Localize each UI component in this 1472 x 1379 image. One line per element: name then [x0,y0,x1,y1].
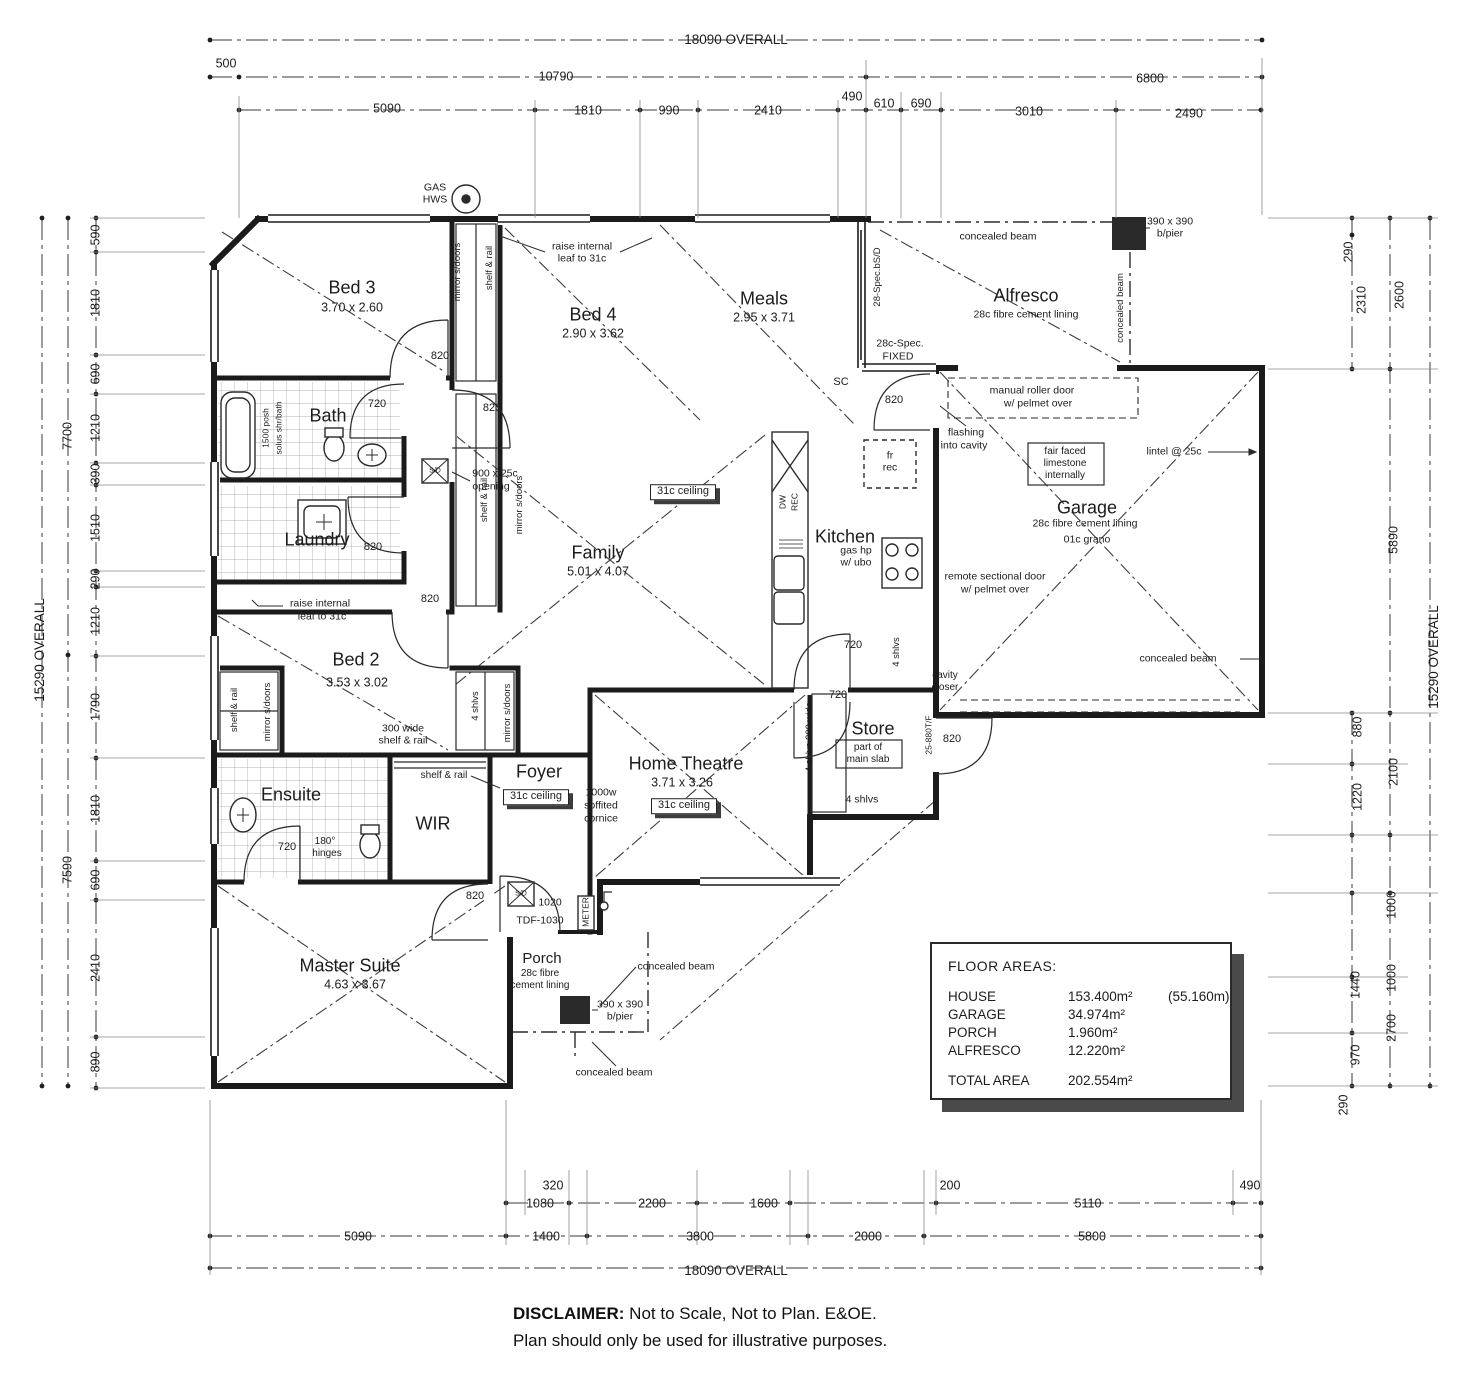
plan-label: 1790 [88,693,103,721]
dim-overall-top: 18090 OVERALL [684,31,788,47]
plan-label: 200 [939,1178,961,1193]
fa-total-label: TOTAL AREA [948,1073,1030,1088]
plan-label: leaf to 31c [297,610,347,623]
plan-label: mirror s/doors [452,242,464,302]
plan-label: 970 [1348,1044,1363,1066]
plan-label: cavity [932,669,958,681]
plan-label: b/pier [606,1010,634,1023]
plan-label: 1510 [88,514,103,542]
plan-label: raise internal [551,240,613,253]
plan-label: into cavity [940,439,988,452]
plan-label: 5090 [344,1229,372,1244]
room-label-meals: Meals [739,288,789,309]
plan-label: 880 [1350,716,1365,738]
plan-label: 10790 [538,69,574,84]
plan-label: 180° [314,835,336,847]
plan-label: 290 [1341,241,1356,263]
plan-label: lintel @ 25c [1146,445,1202,458]
plan-label: 2700 [1384,1014,1399,1042]
plan-label: 820 [465,890,485,903]
plan-label: 1810 [574,103,602,118]
plan-label: remote sectional door [944,570,1046,583]
plan-label: cornice [584,812,618,825]
plan-label: 390 x 390 [596,998,644,1011]
plan-label: closer [931,681,959,693]
plan-label: 590 [88,224,103,246]
plan-label: 4.63 x 3.67 [324,977,386,992]
plan-label: 820 [420,593,440,606]
plan-label: 1400 [532,1229,560,1244]
plan-label: 2310 [1354,286,1369,314]
dim-overall-right: 15290 OVERALL [1425,605,1441,709]
fa-value: 1.960m² [1068,1025,1118,1040]
room-label-bed4: Bed 4 [569,304,617,325]
fa-value: 153.400m² [1068,989,1133,1004]
plan-label: 1000 [1384,891,1399,919]
plan-label: 7590 [60,856,75,884]
plan-label: 28c fibre [520,967,560,979]
plan-label: main slab [846,753,890,765]
plan-label: flashing [947,426,985,439]
plan-label: mirror s/doors [262,682,274,742]
plan-label: 1600 [750,1196,778,1211]
plan-label: 3.71 x 3.26 [651,775,713,790]
plan-label: 1020 [538,896,562,909]
floor-area-row [948,1042,1230,1060]
gas-hws-note: GAS [423,181,447,194]
plan-label: gas hp [840,544,872,557]
plan-label: 1500 posh [260,408,271,448]
plan-label: raise internal [289,597,351,610]
plan-label: hinges [312,847,342,859]
plan-label: 720 [277,841,297,854]
floor-areas-title: FLOOR AREAS: [948,958,1057,974]
plan-label: 01c grano [1063,533,1111,546]
plan-label: 820 [430,350,450,363]
plan-label: 4 shlvs [470,691,482,721]
plan-label: 2.90 x 3.62 [562,326,624,341]
plan-label: 6800 [1136,71,1164,86]
plan-label: FIXED [882,350,914,363]
room-label-bed3: Bed 3 [328,277,376,298]
plan-label: concealed beam [575,1066,653,1079]
plan-label: 1210 [88,414,103,442]
plan-label: 1440 [1348,971,1363,999]
room-label-bed2: Bed 2 [332,649,380,670]
plan-label: 1220 [1350,783,1365,811]
plan-label: 390 [88,463,103,485]
room-label-bath: Bath [309,405,347,426]
plan-label: 31c ceiling [503,789,569,805]
plan-label: fair faced [1044,445,1086,457]
plan-label: soffited [584,799,618,812]
plan-label: 290 [1336,1094,1351,1116]
plan-label: 2410 [754,103,782,118]
plan-label: w/ pelmet over [1003,397,1073,410]
plan-label: 690 [88,363,103,385]
plan-label: 720 [843,639,863,652]
disclaimer-line2: Plan should only be used for illustrative purposes. [513,1331,888,1351]
plan-label: 2.95 x 3.71 [733,310,795,325]
plan-label: 300 wide [381,722,425,735]
plan-label: 610 [873,96,895,111]
fa-value: 34.974m² [1068,1007,1126,1022]
plan-label: 5800 [1078,1229,1106,1244]
plan-label: 5.01 x 4.07 [567,564,629,579]
floor-area-total-row [948,1073,1230,1088]
plan-label: 820 [363,541,383,554]
plan-label: 820 [884,394,904,407]
smoke-detector-symbol: S/D [429,467,441,475]
plan-label: 2000 [854,1229,882,1244]
room-label-kitchen: Kitchen [814,526,876,547]
plan-label: shelf & rail [378,734,428,747]
fa-extra [1168,1024,1230,1042]
smoke-detector-symbol: S/D [515,890,527,898]
room-label-porch: Porch [522,950,562,968]
plan-label: 320 [542,1178,564,1193]
plan-label: 28-Spec.bS/D [872,247,884,307]
fa-label: HOUSE [948,989,997,1004]
dim-overall-bottom: 18090 OVERALL [684,1262,788,1278]
room-label-laundry: Laundry [284,529,350,550]
plan-label: 3.53 x 3.02 [326,675,388,690]
room-label-home-theatre: Home Theatre [628,753,744,774]
plan-label: 2410 [88,954,103,982]
plan-label: 2490 [1175,106,1203,121]
disclaimer-bold: DISCLAIMER: [513,1304,625,1323]
fa-label: ALFRESCO [948,1043,1021,1058]
plan-label: 3010 [1015,104,1043,119]
plan-label: shelf & rail [229,687,241,733]
plan-label: 690 [88,869,103,891]
plan-label: 4 shlvs [891,637,903,667]
plan-label: HWS [422,193,448,206]
plan-label: 490 [841,89,863,104]
plan-label: REC [789,493,800,511]
plan-label: 720 [828,689,848,702]
plan-label: mirror s/doors [502,683,514,743]
floor-areas-panel [930,942,1232,1100]
room-label-foyer: Foyer [515,761,563,782]
plan-label: fr [886,449,894,462]
plan-label: 290 [88,568,103,590]
fa-total-value: 202.554m² [1068,1073,1133,1088]
plan-label: 820 [942,733,962,746]
fa-extra [1168,1006,1230,1024]
plan-label: shelf & rail [479,477,491,523]
plan-label: 720 [367,398,387,411]
plan-label: solus shr/bath [273,401,284,455]
plan-label: 7700 [60,422,75,450]
fa-extra [1168,1042,1230,1060]
plan-label: 1810 [88,289,103,317]
plan-label: manual roller door [989,384,1075,397]
fa-extra: (55.160m) [1168,989,1230,1004]
plan-label: 390 x 390 [1146,215,1194,228]
plan-label: limestone [1043,457,1087,469]
plan-label: TDF-1030 [516,914,564,927]
plan-label: part of [853,741,883,753]
plan-label: w/ ubo [840,556,872,569]
plan-label: 1810 [88,795,103,823]
plan-label: internally [1044,469,1086,481]
floor-area-row [948,988,1230,1006]
plan-label: concealed beam [1115,273,1127,343]
plan-label: 690 [910,96,932,111]
plan-label: 890 [88,1051,103,1073]
disclaimer-text [513,1300,887,1354]
plan-label: concealed beam [1139,652,1217,665]
plan-label: shelf & rail [484,245,496,291]
fa-label: GARAGE [948,1007,1006,1022]
plan-label: 31c ceiling [651,798,717,814]
plan-label: mirror s/doors [514,475,526,535]
floor-area-row [948,1024,1230,1042]
plan-label: 820 [482,402,502,415]
room-label-alfresco: Alfresco [993,285,1059,306]
plan-label: 990 [658,103,680,118]
plan-label: w/ pelmet over [960,583,1030,596]
plan-label: cement lining [510,979,570,991]
plan-label: SC [833,376,849,389]
plan-label: 4 shlvs 300 wide [804,701,816,773]
plan-label: concealed beam [959,230,1037,243]
plan-label: 490 [1239,1178,1261,1193]
plan-label: 900 x 25c [472,467,518,480]
plan-label: 2600 [1392,281,1407,309]
plan-label: 1080 [526,1196,554,1211]
plan-label: 28c fibre cement lining [1032,517,1138,530]
plan-label: concealed beam [637,960,715,973]
plan-label: 1000w [585,786,617,799]
plan-label: 3.70 x 2.60 [321,300,383,315]
plan-label: 28c-Spec. [876,337,924,350]
plan-label: 5110 [1074,1196,1102,1211]
plan-label: b/pier [1156,227,1184,240]
plan-label: DW [777,494,788,510]
room-label-family: Family [571,542,625,563]
fa-label: PORCH [948,1025,997,1040]
dim-overall-left: 15290 OVERALL [31,598,47,702]
plan-label: rec [882,461,898,474]
room-label-store: Store [851,718,895,739]
plan-label: 25-880T/F [923,715,934,755]
floor-area-row [948,1006,1230,1024]
plan-label: leaf to 31c [557,252,607,265]
room-label-garage: Garage [1056,497,1118,518]
room-label-wir: WIR [415,813,451,834]
plan-label: opening [472,480,510,493]
plan-label: 500 [215,56,237,71]
plan-label: 2200 [638,1196,666,1211]
plan-label: 28c fibre cement lining [973,308,1079,321]
plan-label: shelf & rail [420,769,468,781]
disclaimer-line1: Not to Scale, Not to Plan. E&OE. [624,1304,877,1323]
room-label-ensuite: Ensuite [260,784,322,805]
plan-label: 3800 [686,1229,714,1244]
meter-box-label: METER [580,897,591,927]
plan-label: 5890 [1386,526,1401,554]
plan-label: 31c ceiling [650,484,716,500]
fa-value: 12.220m² [1068,1043,1126,1058]
plan-label: 4 shlvs [845,793,879,806]
plan-label: 5090 [373,101,401,116]
plan-label: 2100 [1386,758,1401,786]
plan-label: 1210 [88,607,103,635]
plan-label: 1000 [1384,964,1399,992]
room-label-master-suite: Master Suite [299,955,401,976]
